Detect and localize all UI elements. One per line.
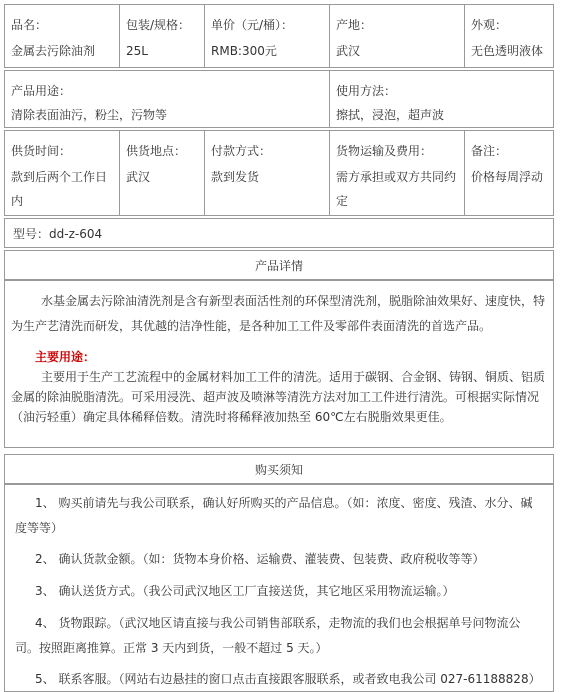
package-label: 包装/规格： (126, 18, 191, 32)
shipping-label: 货物运输及费用： (336, 144, 433, 158)
shipping-cell (329, 130, 465, 216)
purchase-item-2: 2、 确认货款金额。（如：货物本身价格、运输费、灌装费、包装费、政府税收等等） (35, 552, 485, 566)
details-title: 产品详情 (4, 250, 554, 280)
origin-cell (329, 4, 465, 68)
usage-cell (4, 70, 330, 128)
name-cell (4, 4, 120, 68)
method-cell (329, 70, 554, 128)
shipping-value: 需方承担或双方共同约定 (336, 170, 457, 208)
supply-place-label: 供货地点： (126, 144, 187, 158)
origin-value: 武汉 (336, 44, 361, 58)
usage-value: 清除表面油污，粉尘，污物等 (11, 108, 168, 122)
supply-time-label: 供货时间： (11, 144, 72, 158)
remark-cell (464, 130, 554, 216)
main-use-title: 主要用途： (35, 350, 96, 364)
model-label: 型号： (13, 227, 50, 241)
payment-cell (204, 130, 330, 216)
price-label: 单价（元/桶）： (211, 18, 294, 32)
payment-label: 付款方式： (211, 144, 272, 158)
supply-time-value: 款到后两个工作日内 (11, 170, 108, 208)
remark-value: 价格每周浮动 (471, 170, 544, 184)
main-use-text: 主要用于生产工艺流程中的金属材料加工工件的清洗。适用于碳钢、合金钢、铸钢、铜质、铝质金属的除油脱脂清洗。可采用浸洗、超声波及喷淋等清洗方法对加工工件进行清洗。可根据实际情况（油污轻重）确定具体稀释倍数。清洗时将稀释液加热至 60℃左右脱脂效果更佳。 (11, 370, 546, 424)
purchase-body (4, 484, 554, 692)
model-cell (4, 218, 554, 248)
purchase-item-4: 4、 货物跟踪。（武汉地区请直接与我公司销售部联系，走物流的我们也会根据单号问物流公司。按照距离推算。正常 3 天内到货，一般不超过 5 天。） (15, 616, 521, 655)
appearance-label: 外观： (471, 18, 508, 32)
details-intro: 水基金属去污除油清洗剂是含有新型表面活性剂的环保型清洗剂，脱脂除油效果好、速度快，特为生产艺清洗而研发，其优越的洁净性能，是各种加工工件及零部件表面清洗的首选产品。 (11, 294, 546, 333)
name-label: 品名： (11, 18, 48, 32)
price-cell (204, 4, 330, 68)
name-value: 金属去污除油剂 (11, 44, 96, 58)
purchase-item-5: 5、 联系客服。（网站右边悬挂的窗口点击直接跟客服联系，或者致电我公司 027-61188828） (35, 672, 541, 686)
supply-place-value: 武汉 (126, 170, 151, 184)
purchase-item-1: 1、 购买前请先与我公司联系，确认好所购买的产品信息。（如：浓度、密度、残渣、水分、碱度等等） (15, 496, 533, 535)
payment-value: 款到发货 (211, 170, 260, 184)
usage-label: 产品用途： (11, 84, 72, 98)
purchase-title: 购买须知 (4, 454, 554, 484)
appearance-value: 无色透明液体 (471, 44, 544, 58)
appearance-cell (464, 4, 554, 68)
supply-time-cell (4, 130, 120, 216)
package-cell (119, 4, 205, 68)
origin-label: 产地： (336, 18, 373, 32)
supply-place-cell (119, 130, 205, 216)
package-value: 25L (126, 44, 148, 58)
price-value: RMB:300元 (211, 44, 277, 58)
model-value: dd-z-604 (49, 227, 103, 241)
details-body (4, 280, 554, 448)
remark-label: 备注： (471, 144, 508, 158)
method-value: 擦拭，浸泡，超声波 (336, 108, 445, 122)
method-label: 使用方法： (336, 84, 397, 98)
purchase-item-3: 3、 确认送货方式。（我公司武汉地区工厂直接送货，其它地区采用物流运输。） (35, 584, 455, 598)
